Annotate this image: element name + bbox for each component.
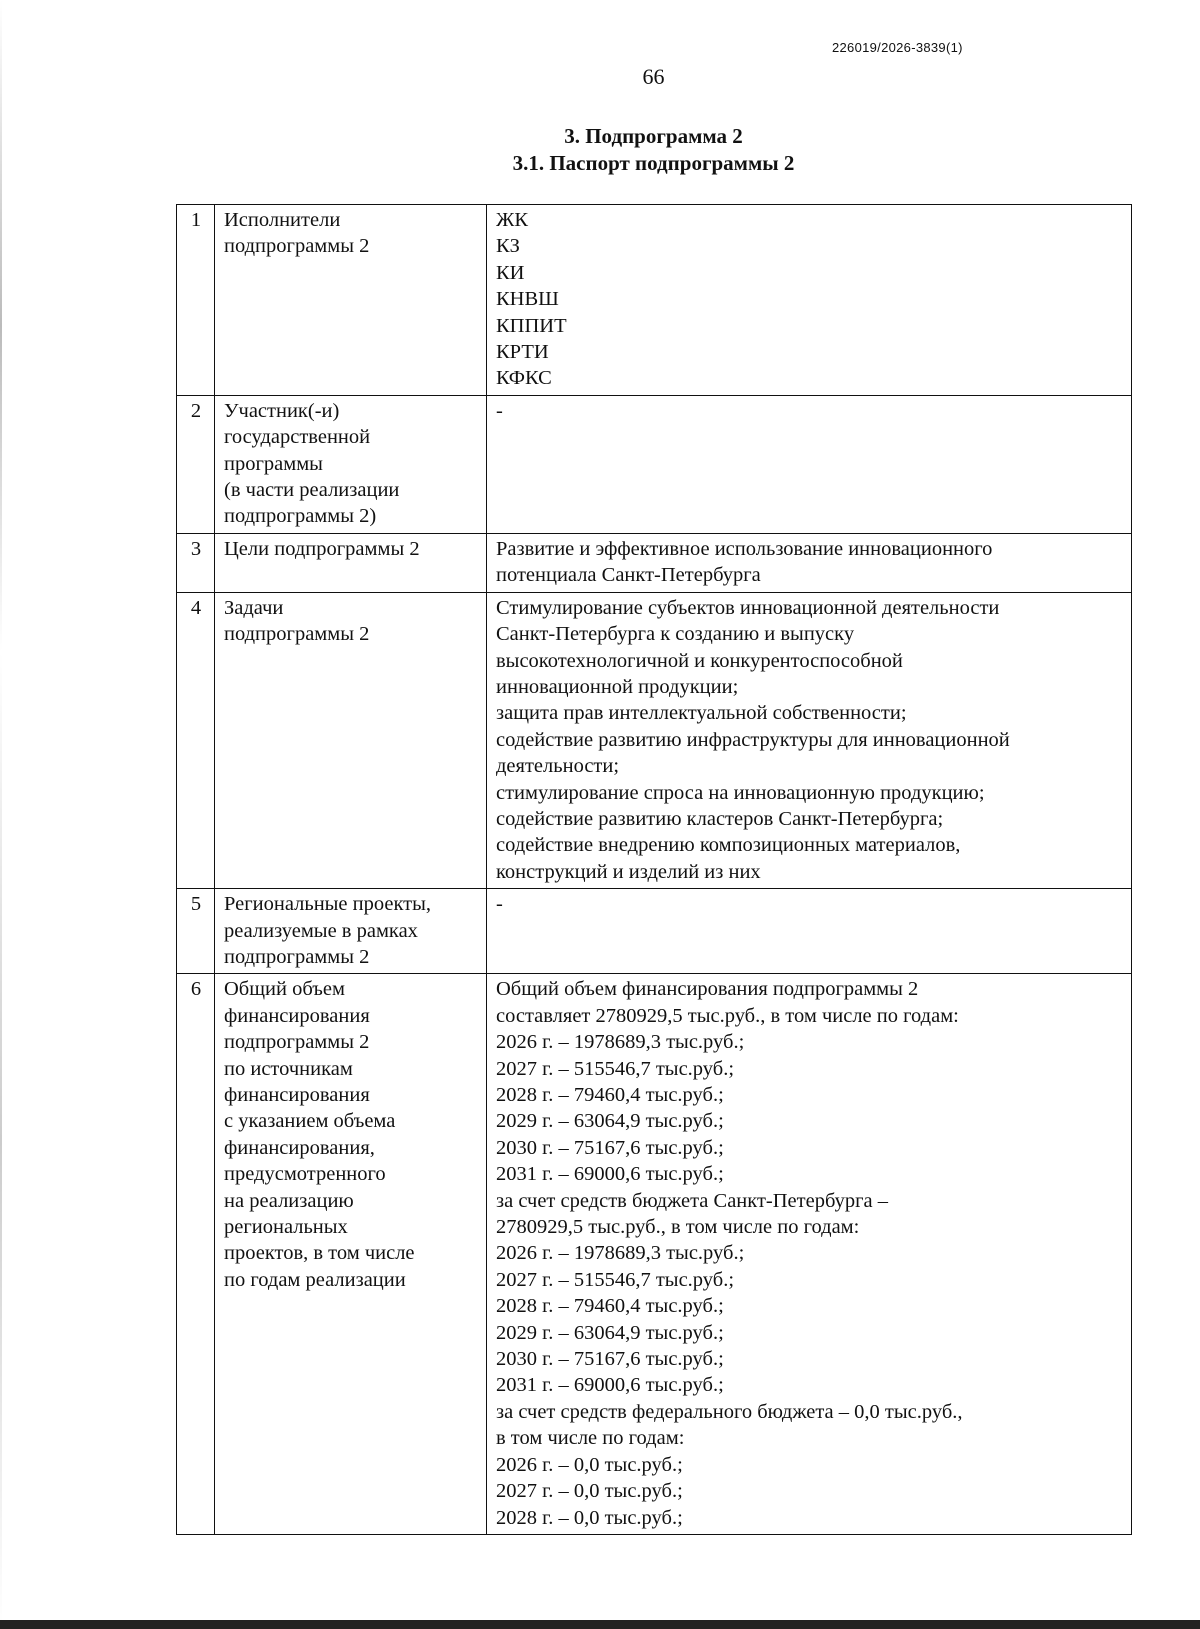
label-line: с указанием объема — [224, 1110, 396, 1133]
value-line: 2027 г. – 515546,7 тыс.руб.; — [496, 1268, 735, 1291]
row-number: 3 — [177, 533, 215, 592]
value-line: 2030 г. – 75167,6 тыс.руб.; — [496, 1136, 724, 1159]
value-line: за счет средств федерального бюджета – 0,0 тыс.руб., — [496, 1400, 963, 1423]
value-line: содействие внедрению композиционных материалов, — [496, 834, 961, 857]
value-line: 2031 г. – 69000,6 тыс.руб.; — [496, 1374, 724, 1397]
value-line: 2031 г. – 69000,6 тыс.руб.; — [496, 1163, 724, 1186]
value-line: 2026 г. – 1978689,3 тыс.руб.; — [496, 1242, 745, 1265]
label-line: подпрограммы 2 — [224, 1031, 370, 1054]
value-line: потенциала Санкт-Петербурга — [496, 564, 761, 587]
row-value — [487, 395, 1132, 533]
label-line: Региональные проекты, — [224, 893, 432, 916]
passport-table — [176, 204, 1132, 1535]
row-number: 4 — [177, 592, 215, 888]
value-line: 2028 г. – 79460,4 тыс.руб.; — [496, 1084, 724, 1106]
value-line: КРТИ — [496, 341, 549, 364]
value-line: 2780929,5 тыс.руб., в том числе по годам: — [496, 1216, 860, 1239]
label-line: реализуемые в рамках — [224, 919, 418, 942]
row-number: 6 — [177, 974, 215, 1535]
value-line: инновационной продукции; — [496, 675, 739, 698]
label-line: Задачи — [224, 596, 284, 619]
label-line: по источникам — [224, 1057, 353, 1080]
label-line: предусмотренного — [224, 1163, 386, 1186]
value-line: Общий объем финансирования подпрограммы 2 — [496, 978, 919, 1001]
value-line: содействие развитию кластеров Санкт-Петербурга; — [496, 807, 944, 830]
label-line: Исполнители — [224, 209, 341, 231]
scan-bottom-edge — [0, 1620, 1200, 1629]
label-line: подпрограммы 2 — [224, 623, 370, 646]
value-line: 2026 г. – 0,0 тыс.руб.; — [496, 1453, 683, 1476]
value-line: в том числе по годам: — [496, 1427, 685, 1450]
value-line: высокотехнологичной и конкурентоспособной — [496, 649, 903, 672]
value-line: 2029 г. – 63064,9 тыс.руб.; — [496, 1110, 724, 1133]
value-line: 2028 г. – 79460,4 тыс.руб.; — [496, 1295, 724, 1318]
row-label — [215, 205, 487, 396]
label-line: подпрограммы 2 — [224, 945, 370, 968]
label-line: финансирования — [224, 1084, 370, 1106]
value-line: Стимулирование субъектов инновационной деятельности — [496, 596, 1000, 619]
value-line: 2026 г. – 1978689,3 тыс.руб.; — [496, 1031, 745, 1054]
value-line: конструкций и изделий из них — [496, 860, 761, 883]
value-line: КИ — [496, 261, 525, 284]
label-line: финансирования, — [224, 1136, 375, 1159]
row-value — [487, 205, 1132, 396]
value-line: - — [496, 893, 503, 916]
table-row — [177, 592, 1132, 888]
value-line: КФКС — [496, 367, 552, 390]
row-number: 1 — [177, 205, 215, 396]
value-line: КЗ — [496, 235, 520, 258]
row-value — [487, 533, 1132, 592]
table-row — [177, 205, 1132, 396]
value-line: составляет 2780929,5 тыс.руб., в том числе по годам: — [496, 1004, 959, 1027]
value-line: стимулирование спроса на инновационную продукцию; — [496, 781, 985, 804]
value-line: КППИТ — [496, 314, 567, 337]
subsection-title: 3.1. Паспорт подпрограммы 2 — [512, 151, 795, 175]
table-row — [177, 395, 1132, 533]
value-line: защита прав интеллектуальной собственности; — [496, 702, 907, 725]
label-line: подпрограммы 2) — [224, 505, 377, 528]
label-line: Участник(-и) — [224, 399, 340, 422]
label-line: региональных — [224, 1216, 348, 1239]
label-line: Цели подпрограммы 2 — [224, 537, 420, 560]
document-registration-number: 226019/2026-3839(1) — [832, 40, 963, 55]
value-line: 2027 г. – 515546,7 тыс.руб.; — [496, 1057, 735, 1080]
section-title: 3. Подпрограмма 2 — [564, 124, 743, 148]
row-value — [487, 974, 1132, 1535]
row-number: 2 — [177, 395, 215, 533]
row-label — [215, 533, 487, 592]
value-line: 2028 г. – 0,0 тыс.руб.; — [496, 1506, 683, 1529]
label-line: по годам реализации — [224, 1268, 406, 1291]
value-line: Санкт-Петербурга к созданию и выпуску — [496, 623, 855, 646]
value-line: 2029 г. – 63064,9 тыс.руб.; — [496, 1321, 724, 1344]
row-label — [215, 395, 487, 533]
row-value — [487, 592, 1132, 888]
row-value — [487, 889, 1132, 974]
label-line: государственной — [224, 426, 371, 449]
label-line: проектов, в том числе — [224, 1242, 415, 1265]
value-line: деятельности; — [496, 755, 620, 778]
value-line: - — [496, 399, 503, 422]
label-line: на реализацию — [224, 1189, 354, 1212]
value-line: Развитие и эффективное использование инновационного — [496, 537, 993, 560]
label-line: (в части реализации — [224, 479, 400, 502]
label-line: программы — [224, 452, 323, 475]
value-line: 2027 г. – 0,0 тыс.руб.; — [496, 1480, 683, 1503]
row-number: 5 — [177, 889, 215, 974]
table-row — [177, 533, 1132, 592]
row-label — [215, 592, 487, 888]
row-label — [215, 889, 487, 974]
value-line: за счет средств бюджета Санкт-Петербурга – — [496, 1189, 888, 1212]
table-row — [177, 974, 1132, 1535]
scan-edge — [0, 0, 2, 1629]
value-line: ЖК — [496, 209, 529, 231]
row-label — [215, 974, 487, 1535]
table-row — [177, 889, 1132, 974]
label-line: Общий объем — [224, 978, 345, 1001]
label-line: подпрограммы 2 — [224, 235, 370, 258]
value-line: КНВШ — [496, 288, 559, 311]
page-number: 66 — [642, 64, 665, 89]
label-line: финансирования — [224, 1004, 370, 1027]
value-line: 2030 г. – 75167,6 тыс.руб.; — [496, 1348, 724, 1371]
value-line: содействие развитию инфраструктуры для инновационной — [496, 728, 1010, 751]
